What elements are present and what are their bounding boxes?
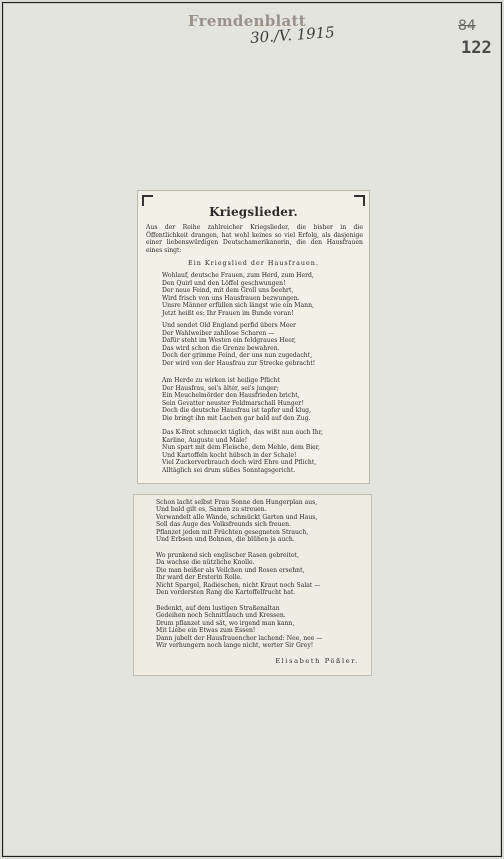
poem-stanza: Das K-Brot schmeckt täglich, das wißt nun auch Ihr, Karline, Auguste und Male! Nun spart mit dem Fleische, dem Mehle, dem Bier, Und Kartoffeln kocht hübsch in der Schale! Viel Zuckerverbrauch doch wird Ehre und Pflicht, Alltäglich sei drum süßes Sonntagsgericht. [162, 429, 323, 474]
clipping-title: Kriegslieder. [209, 205, 298, 219]
poem-subtitle: Ein Kriegslied der Hausfrauen. [188, 259, 319, 267]
poem-stanza: Am Herde zu wirken ist heilige Pflicht Der Hausfrau, sei's älter, sei's junger; Ein Meuchelmörder den Hausfrieden bricht, Sein Gevatter neuster Feldmarschall Hunger! Doch die deutsche Hausfrau ist tapfer und klug, Die bringt ihn mit Lachen gar bald auf den Zug. [162, 377, 312, 422]
poem-stanza: Wo prunkend sich englischer Rasen gebreitet, Da wachse die nützliche Knolle. Die man heißer als Veilchen und Rosen ersehnt, Ihr ward der Ersterin Rolle. Nicht Spargel, Radieschen, nicht Kraut noch Salat — Den vordersten Rang die Kartoffelfrucht hat. [156, 552, 321, 597]
newspaper-clipping-bottom [134, 495, 371, 675]
poem-stanza: Und sendet Old England perfid übers Meer Der Wahlweiber zahllose Scharen — Dafür steht im Westen ein feldgraues Heer, Das wird schon die Grenze bewahren. Doch der grimme Feind, der uns nun zugedacht, Der wird von der Hausfrau zur Strecke gebracht! [162, 322, 316, 367]
archive-sheet [2, 2, 502, 857]
newspaper-stamp: Fremdenblatt [188, 12, 307, 30]
poem-stanza: Schon lacht selbst Frau Sonne den Hungerplan aus, Und bald gilt es, Samen zu streuen. Verwandelt alle Wände, schmückt Garten und Haus, Soll das Auge des Volksfreunds sich freuen. Pflanzet jeden mit Früchten gesegneten Strauch, Und Erbsen und Bohnen, die blühen ja auch. [156, 499, 318, 544]
page-number-old: 84 [458, 18, 476, 34]
page-number: 122 [461, 38, 492, 58]
newspaper-clipping-top [138, 191, 369, 483]
intro-paragraph: Aus der Reihe zahlreicher Kriegslieder, die bisher in die Öffentlichkeit drangen, hat wohl keines so viel Erfolg, als dasjenige einer liebenswürdigen Deutschamerikanerin, die den Hausfrauen eines singt: [146, 224, 363, 254]
poem-author: Elisabeth Pößler. [275, 657, 359, 665]
handwritten-date: 30./V. 1915 [249, 23, 336, 47]
poem-stanza: Wohlauf, deutsche Frauen, zum Herd, zum Herd, Den Quirl und den Löffel geschwungen! Der neue Feind, mit dem Groll uns beehrt, Wird frisch von uns Hausfrauen bezwungen. Unsre Männer erfüllen sich längst wie ein Mann, Jetzt heißt es: Ihr Frauen im Bunde voran! [162, 272, 314, 317]
poem-stanza: Bedenkt, auf dem lustigen Straßenaltan Gedeihen noch Schnittlauch und Kressen. Drum pflanzet und sät, wo irgend man kann, Mit Liebe ein Etwas zum Essen! Dann jubelt der Hausfrauenchor lachend: Nee, nee — Wir verhungern noch lange nicht, werter Sir Grey! [156, 605, 323, 650]
